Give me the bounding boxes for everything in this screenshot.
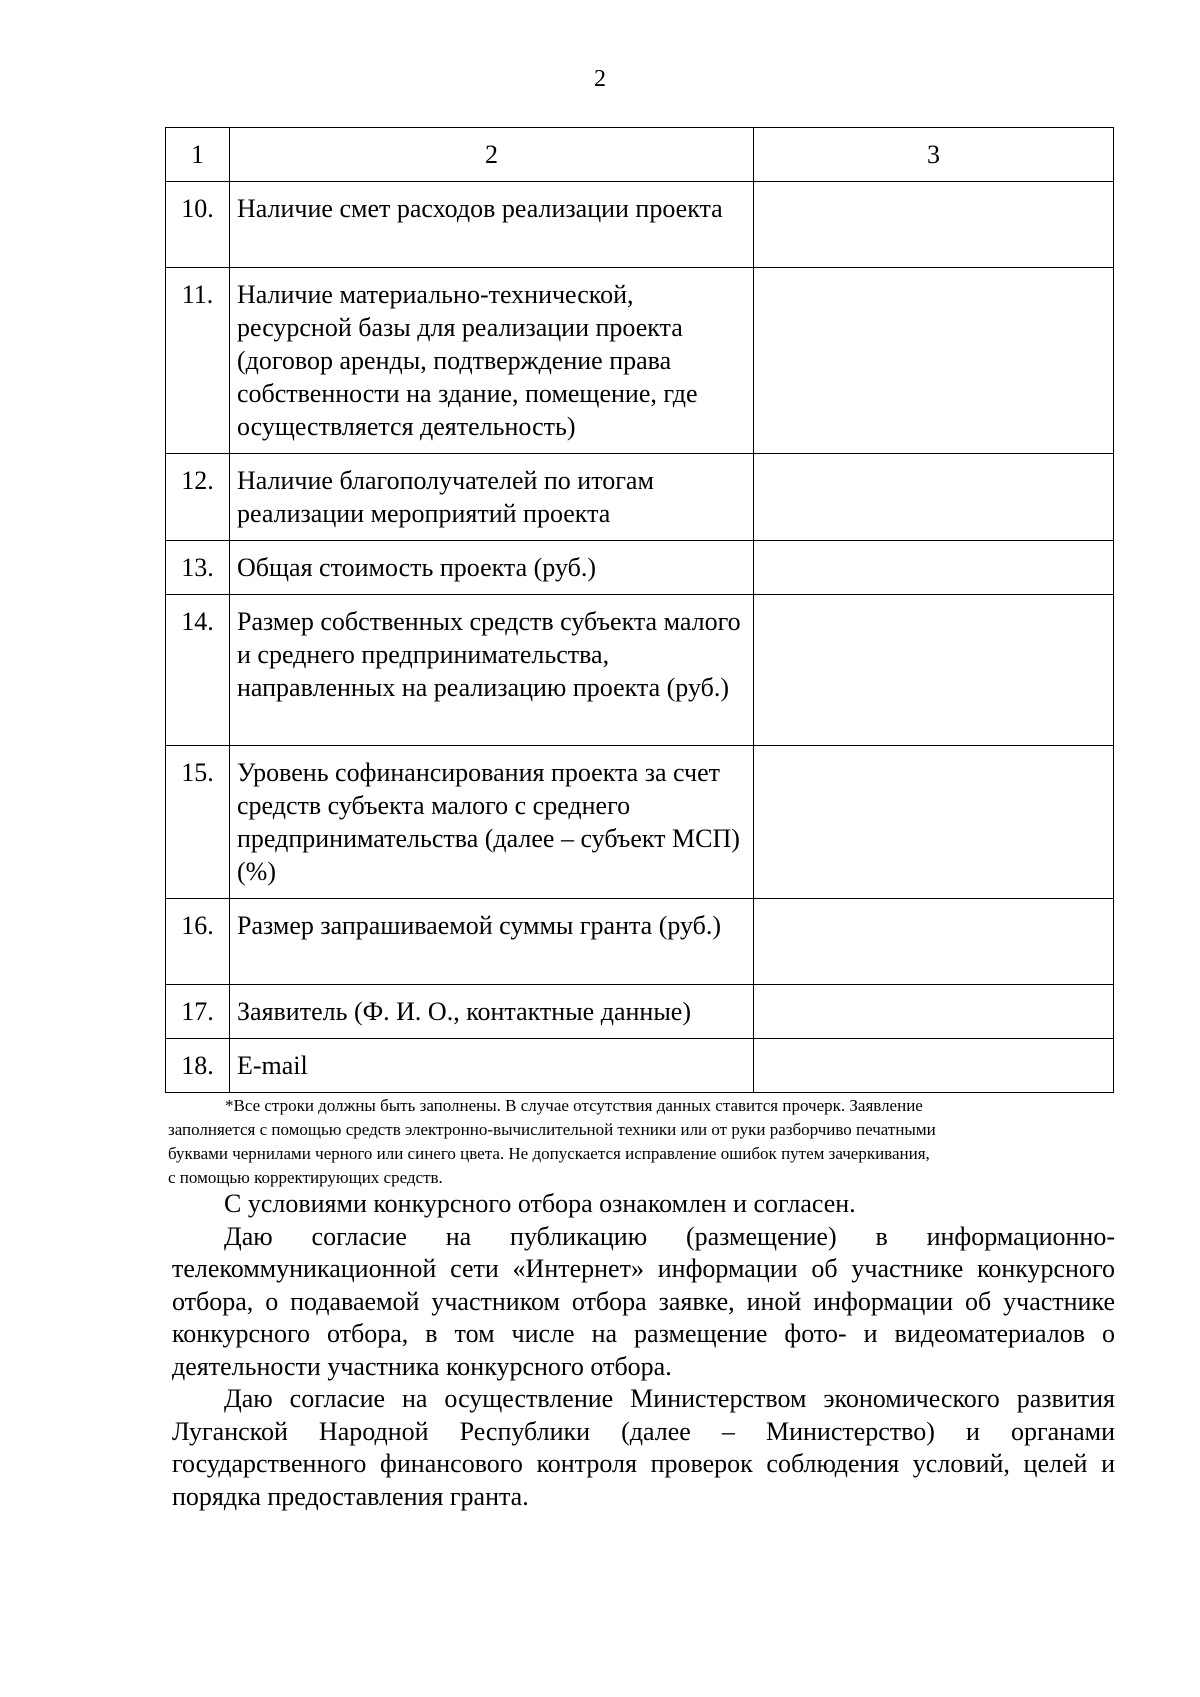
- header-cell-2: 2: [230, 128, 754, 182]
- table-row: [166, 1039, 1114, 1093]
- footnote-line: заполняется с помощью средств электронно-вычислительной техники или от руки разборчиво печатными: [168, 1120, 936, 1139]
- header-cell-1: 1: [166, 128, 230, 182]
- table-header-row: [166, 128, 1114, 182]
- row-value-cell[interactable]: [754, 541, 1114, 595]
- row-value-cell[interactable]: [754, 985, 1114, 1039]
- footnote: [168, 1094, 1113, 1190]
- header-cell-3: 3: [754, 128, 1114, 182]
- table-row: [166, 541, 1114, 595]
- application-table: [165, 127, 1114, 1093]
- row-description: Уровень софинансирования проекта за счет средств субъекта малого с среднего предпринимательства (далее – субъект МСП) (%): [230, 746, 754, 899]
- row-value-cell[interactable]: [754, 899, 1114, 985]
- footnote-line: *Все строки должны быть заполнены. В случае отсутствия данных ставится прочерк. Заявление: [225, 1096, 923, 1115]
- table-row: [166, 268, 1114, 454]
- row-value-cell[interactable]: [754, 454, 1114, 541]
- row-description: E-mail: [230, 1039, 754, 1093]
- row-number: 15.: [166, 746, 230, 899]
- row-number: 17.: [166, 985, 230, 1039]
- row-value-cell[interactable]: [754, 182, 1114, 268]
- page-number: 2: [594, 66, 606, 92]
- table-row: [166, 595, 1114, 746]
- row-description: Размер собственных средств субъекта малого и среднего предпринимательства, направленных на реализацию проекта (руб.): [230, 595, 754, 746]
- row-value-cell[interactable]: [754, 268, 1114, 454]
- footnote-line: с помощью корректирующих средств.: [168, 1168, 443, 1187]
- row-description: Наличие материально-технической, ресурсной базы для реализации проекта (договор аренды, подтверждение права собственности на здание, помещение, где осуществляется деятельность): [230, 268, 754, 454]
- row-number: 14.: [166, 595, 230, 746]
- acknowledgement-paragraph: С условиями конкурсного отбора ознакомлен и согласен.: [224, 1189, 856, 1218]
- table-row: [166, 182, 1114, 268]
- row-value-cell[interactable]: [754, 746, 1114, 899]
- table-row: [166, 985, 1114, 1039]
- row-number: 12.: [166, 454, 230, 541]
- publication-consent-paragraph: Даю согласие на публикацию (размещение) в информационно-телекоммуникационной сети «Интернет» информации об участнике конкурсного отбора, о подаваемой участником отбора заявке, иной информации об участнике конкурсного отбора, в том числе на размещение фото- и видеоматериалов о деятельности участника конкурсного отбора.: [172, 1221, 1115, 1381]
- table-row: [166, 899, 1114, 985]
- row-description: Размер запрашиваемой суммы гранта (руб.): [230, 899, 754, 985]
- table-row: [166, 746, 1114, 899]
- row-number: 11.: [166, 268, 230, 454]
- footnote-line: буквами чернилами черного или синего цвета. Не допускается исправление ошибок путем зачеркивания,: [168, 1144, 930, 1163]
- row-description: Наличие смет расходов реализации проекта: [230, 182, 754, 268]
- inspection-consent-paragraph: Даю согласие на осуществление Министерством экономического развития Луганской Народной Республики (далее – Министерство) и органами государственного финансового контроля проверок соблюдения условий, целей и порядка предоставления гранта.: [172, 1384, 1115, 1511]
- row-number: 10.: [166, 182, 230, 268]
- row-number: 18.: [166, 1039, 230, 1093]
- row-number: 16.: [166, 899, 230, 985]
- row-description: Общая стоимость проекта (руб.): [230, 541, 754, 595]
- row-description: Заявитель (Ф. И. О., контактные данные): [230, 985, 754, 1039]
- consent-text: [172, 1188, 1115, 1513]
- row-value-cell[interactable]: [754, 595, 1114, 746]
- row-number: 13.: [166, 541, 230, 595]
- row-description: Наличие благополучателей по итогам реализации мероприятий проекта: [230, 454, 754, 541]
- table-row: [166, 454, 1114, 541]
- row-value-cell[interactable]: [754, 1039, 1114, 1093]
